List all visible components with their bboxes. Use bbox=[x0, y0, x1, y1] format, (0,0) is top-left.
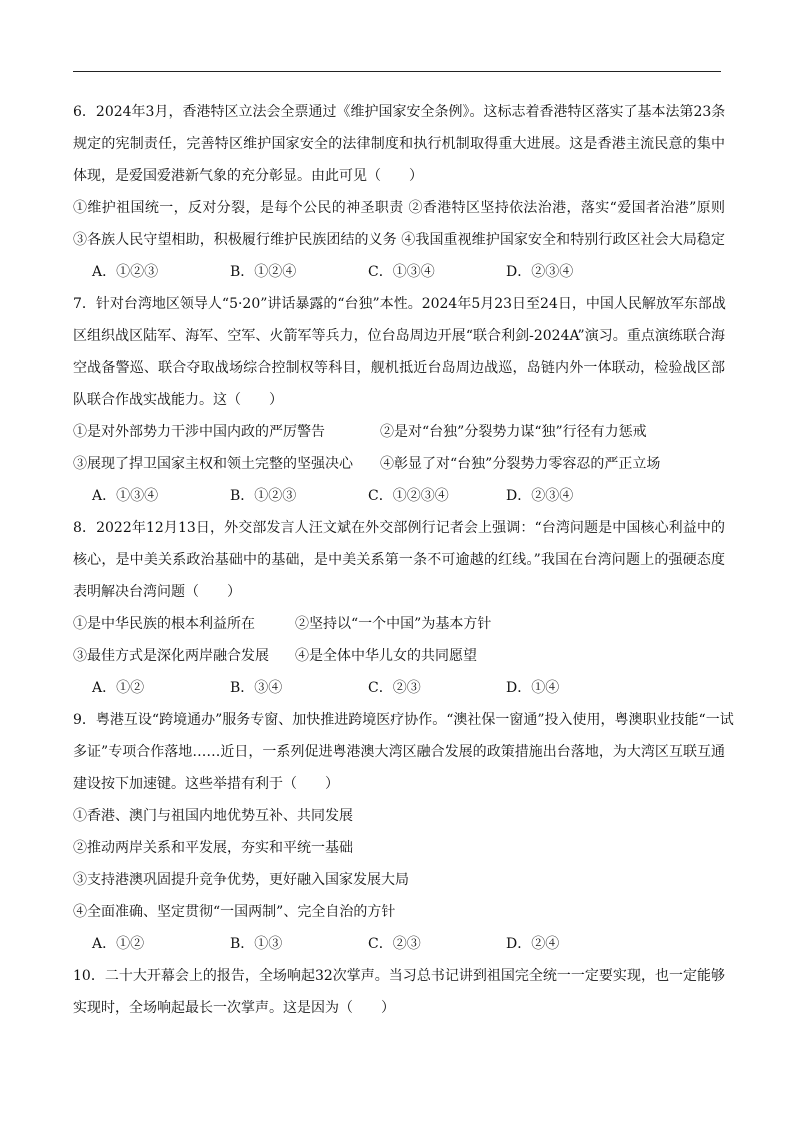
option-a[interactable]: A．①② bbox=[92, 936, 145, 952]
option-c[interactable]: C．①②③④ bbox=[368, 488, 449, 504]
option-b[interactable]: B．①②④ bbox=[230, 264, 297, 280]
question-9-options bbox=[73, 928, 725, 960]
question-7-stem-line-4: 队联合作战实战能力。这（ ） bbox=[73, 392, 283, 408]
question-9-stem-line-3: 建设按下加速键。这些举措有利于（ ） bbox=[73, 776, 339, 792]
statement-2: ②坚持以“一个中国”为基本方针 bbox=[295, 616, 492, 632]
question-6-options bbox=[73, 256, 725, 288]
option-a[interactable]: A．①②③ bbox=[92, 264, 159, 280]
question-8-statement-row-1 bbox=[73, 608, 725, 640]
question-9-statement-3: ③支持港澳巩固提升竞争优势，更好融入国家发展大局 bbox=[73, 872, 409, 888]
question-10-stem-line-2: 实现时，全场响起最长一次掌声。这是因为（ ） bbox=[73, 1000, 395, 1016]
statement-4: ④彰显了对“台独”分裂势力零容忍的严正立场 bbox=[380, 456, 661, 472]
option-d[interactable]: D．①④ bbox=[506, 680, 560, 696]
question-6-stem-line-2: 规定的宪制责任，完善特区维护国家安全的法律制度和执行机制取得重大进展。这是香港主流民意的集中 bbox=[73, 136, 725, 152]
option-b[interactable]: B．③④ bbox=[230, 680, 283, 696]
question-9-statement-4: ④全面准确、坚定贯彻“一国两制”、完全自治的方针 bbox=[73, 904, 396, 920]
question-9-statement-2: ②推动两岸关系和平发展，夯实和平统一基础 bbox=[73, 840, 353, 856]
question-8-stem-line-1: 8．2022年12月13日，外交部发言人汪文斌在外交部例行记者会上强调：“台湾问题是中国核心利益中的 bbox=[73, 520, 725, 536]
question-8-statement-row-2 bbox=[73, 640, 725, 672]
question-6-statement-line-2: ③各族人民守望相助，积极履行维护民族团结的义务 ④我国重视维护国家安全和特别行政区社会大局稳定 bbox=[73, 232, 725, 248]
question-7-statement-row-2 bbox=[73, 448, 725, 480]
question-8 bbox=[73, 512, 725, 704]
question-8-stem-line-3: 表明解决台湾问题（ ） bbox=[73, 584, 241, 600]
option-b[interactable]: B．①②③ bbox=[230, 488, 297, 504]
question-7-options bbox=[73, 480, 725, 512]
option-b[interactable]: B．①③ bbox=[230, 936, 283, 952]
question-list bbox=[73, 96, 734, 1024]
option-c[interactable]: C．②③ bbox=[368, 936, 421, 952]
statement-4: ④是全体中华儿女的共同愿望 bbox=[295, 648, 477, 664]
question-10 bbox=[73, 960, 725, 1024]
question-7-statement-row-1 bbox=[73, 416, 725, 448]
question-7-stem-line-2: 区组织战区陆军、海军、空军、火箭军等兵力，位台岛周边开展“联合利剑-2024A”演习。重点演练联合海 bbox=[73, 328, 725, 344]
question-6-stem-line-1: 6．2024年3月，香港特区立法会全票通过《维护国家安全条例》。这标志着香港特区落实了基本法第23条 bbox=[73, 104, 726, 120]
question-7 bbox=[73, 288, 725, 512]
question-7-stem-line-3: 空战备警巡、联合夺取战场综合控制权等科目，舰机抵近台岛周边战巡，岛链内外一体联动，检验战区部 bbox=[73, 360, 725, 376]
question-9-statement-1: ①香港、澳门与祖国内地优势互补、共同发展 bbox=[73, 808, 353, 824]
question-6 bbox=[73, 96, 725, 288]
question-8-stem-line-2: 核心，是中美关系政治基础中的基础，是中美关系第一条不可逾越的红线。”我国在台湾问题上的强硬态度 bbox=[73, 552, 725, 568]
question-9-stem-line-1: 9．粤港互设“跨境通办”服务专窗、加快推进跨境医疗协作。“澳社保一窗通”投入使用，粤澳职业技能“一试 bbox=[73, 712, 734, 728]
option-d[interactable]: D．②③④ bbox=[506, 488, 574, 504]
option-a[interactable]: A．①② bbox=[92, 680, 145, 696]
question-6-statement-line-1: ①维护祖国统一，反对分裂，是每个公民的神圣职责 ②香港特区坚持依法治港，落实“爱国者治港”原则 bbox=[73, 200, 725, 216]
question-6-stem-line-3: 体现，是爱国爱港新气象的充分彰显。由此可见（ ） bbox=[73, 168, 423, 184]
question-10-stem-line-1: 10．二十大开幕会上的报告，全场响起32次掌声。当习总书记讲到祖国完全统一一定要实现，也一定能够 bbox=[73, 968, 725, 984]
question-8-options bbox=[73, 672, 725, 704]
option-c[interactable]: C．②③ bbox=[368, 680, 421, 696]
option-d[interactable]: D．②④ bbox=[506, 936, 560, 952]
question-9 bbox=[73, 704, 734, 960]
option-c[interactable]: C．①③④ bbox=[368, 264, 435, 280]
option-d[interactable]: D．②③④ bbox=[506, 264, 574, 280]
header-rule bbox=[73, 71, 721, 72]
statement-2: ②是对“台独”分裂势力谋“独”行径有力惩戒 bbox=[380, 424, 647, 440]
statement-3: ③展现了捍卫国家主权和领土完整的坚强决心 bbox=[73, 456, 353, 472]
question-7-stem-line-1: 7．针对台湾地区领导人“5·20”讲话暴露的“台独”本性。2024年5月23日至24日，中国人民解放军东部战 bbox=[73, 296, 726, 312]
statement-3: ③最佳方式是深化两岸融合发展 bbox=[73, 648, 269, 664]
question-9-stem-line-2: 多证”专项合作落地……近日，一系列促进粤港澳大湾区融合发展的政策措施出台落地，为大湾区互联互通 bbox=[73, 744, 725, 760]
option-a[interactable]: A．①③④ bbox=[92, 488, 159, 504]
statement-1: ①是中华民族的根本利益所在 bbox=[73, 616, 255, 632]
statement-1: ①是对外部势力干涉中国内政的严厉警告 bbox=[73, 424, 325, 440]
